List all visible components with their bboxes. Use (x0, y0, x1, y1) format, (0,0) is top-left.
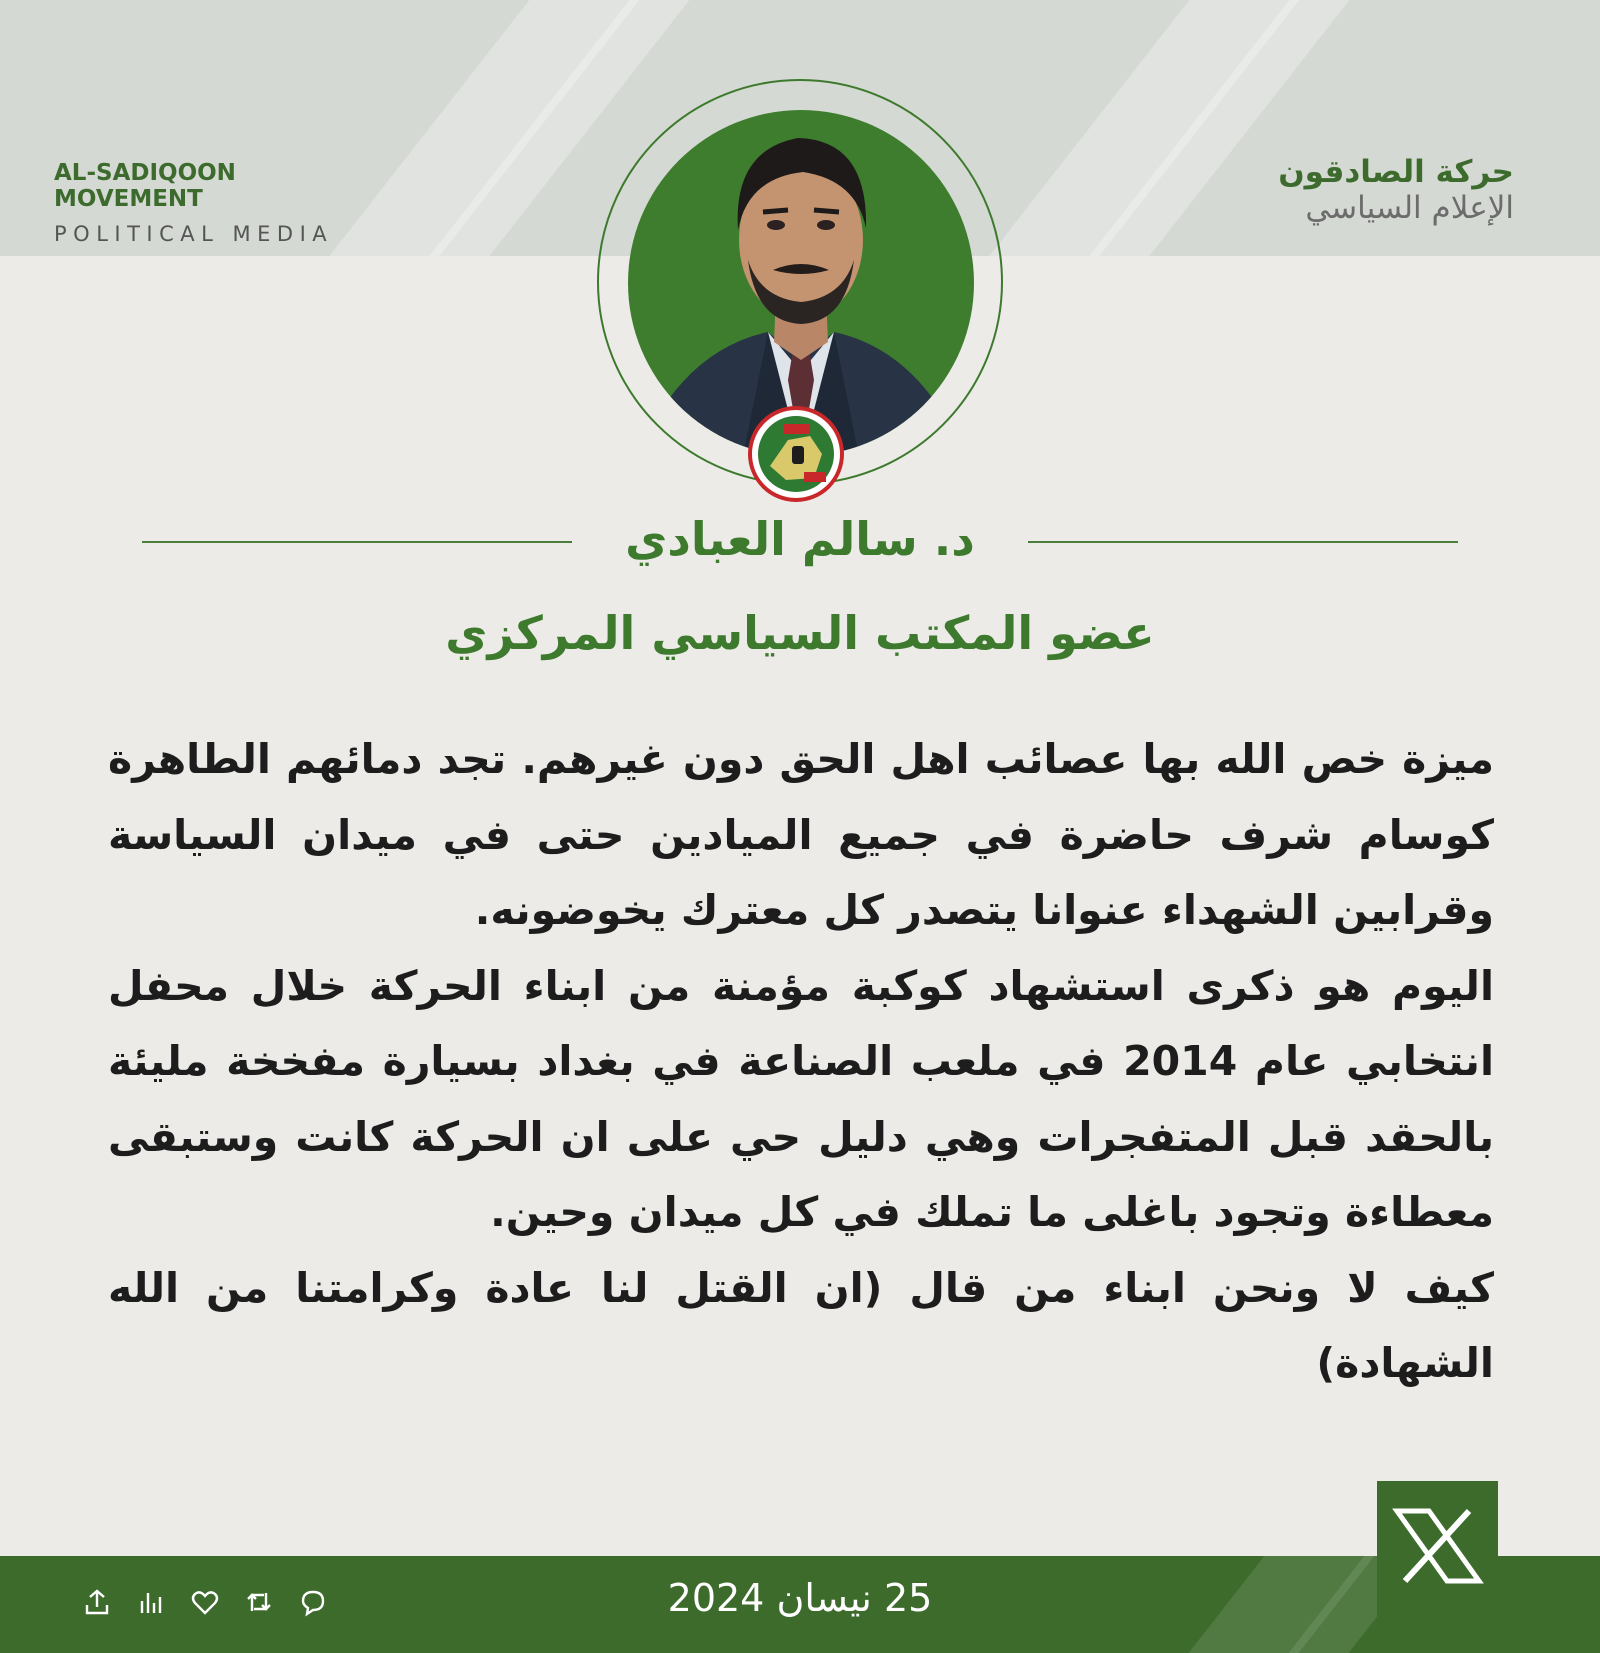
post-date: 25 نيسان 2024 (667, 1576, 933, 1620)
person-name: د. سالم العبادي (625, 512, 975, 566)
x-logo-icon (1377, 1481, 1498, 1653)
share-icon (82, 1587, 112, 1617)
brand-arabic (1278, 154, 1514, 226)
statement-paragraph: اليوم هو ذكرى استشهاد كوكبة مؤمنة من ابناء الحركة خلال محفل انتخابي عام 2014 في ملعب الصناعة في بغداد بسيارة مفخخة مليئة بالحقد قبل المتفجرات وهي دليل حي على ان الحركة كانت وستبقى معطاءة وتجود باغلى ما تملك في كل ميدان وحين. (108, 961, 1495, 1236)
emblem-logo (748, 406, 844, 502)
x-platform-badge[interactable] (1377, 1481, 1498, 1653)
share-button[interactable] (80, 1585, 114, 1619)
reply-icon (298, 1587, 328, 1617)
brand-en-title: AL-SADIQOON MOVEMENT (54, 160, 236, 212)
like-icon (190, 1587, 220, 1617)
brand-ar-subtitle: الإعلام السياسي (1305, 190, 1514, 226)
statement-paragraph: ميزة خص الله بها عصائب اهل الحق دون غيرهم. تجد دمائهم الطاهرة كوسام شرف حاضرة في جميع الميادين حتى في ميدان السياسة وقرابين الشهداء عنوانا يتصدر كل معترك يخوضونه. (108, 735, 1494, 934)
repost-button[interactable] (242, 1585, 276, 1619)
like-button[interactable] (188, 1585, 222, 1619)
brand-english (54, 160, 374, 246)
person-role: عضو المكتب السياسي المركزي (445, 606, 1155, 660)
statement-body (108, 722, 1494, 1402)
views-icon (136, 1587, 166, 1617)
brand-en-subtitle: POLITICAL MEDIA (54, 222, 334, 246)
person-portrait-icon (628, 110, 974, 456)
fist-emblem-icon (748, 406, 844, 502)
brand-ar-title: حركة الصادقون (1278, 154, 1514, 190)
statement-paragraph: كيف لا ونحن ابناء من قال (ان القتل لنا عادة وكرامتنا من الله الشهادة) (108, 1263, 1494, 1387)
post-actions (80, 1582, 350, 1622)
views-button[interactable] (134, 1585, 168, 1619)
reply-button[interactable] (296, 1585, 330, 1619)
repost-icon (244, 1587, 274, 1617)
portrait-photo (628, 110, 974, 456)
